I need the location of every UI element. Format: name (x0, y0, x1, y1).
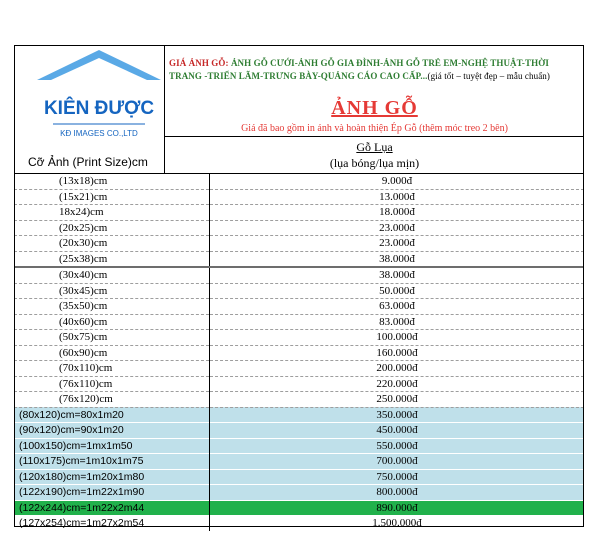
size-cell: (80x120)cm=80x1m20 (14, 407, 210, 423)
price-cell: 700.000đ (210, 454, 585, 470)
size-cell: (127x254)cm=1m27x2m54 (14, 516, 210, 531)
table-row (14, 407, 584, 423)
price-cell: 38.000đ (379, 269, 415, 282)
size-cell: (15x21)cm (14, 189, 210, 205)
size-column-title: Cỡ Ảnh (Print Size)cm (28, 155, 148, 169)
size-cell: (13x18)cm (14, 174, 210, 189)
table-row (14, 500, 584, 516)
price-cell: 1.500.000đ (210, 516, 585, 531)
table-row (14, 330, 584, 346)
table-row (14, 220, 584, 236)
size-cell: (20x30)cm (14, 236, 210, 252)
size-cell: (30x40)cm (14, 267, 210, 283)
size-cell: (70x110)cm (14, 361, 210, 377)
price-cell: 890.000đ (210, 500, 585, 516)
price-cell: 750.000đ (210, 469, 585, 485)
table-row (14, 205, 584, 221)
header-right (165, 45, 584, 173)
price-cell: 23.000đ (379, 221, 415, 234)
price-sheet (14, 45, 584, 531)
size-cell: (76x110)cm (14, 376, 210, 392)
size-cell: (50x75)cm (14, 330, 210, 346)
table-row (14, 236, 584, 252)
size-cell: (30x45)cm (14, 283, 210, 299)
price-cell: 200.000đ (376, 362, 418, 375)
size-cell: (90x120)cm=90x1m20 (14, 423, 210, 439)
svg-text:KIÊN ĐƯỢC: KIÊN ĐƯỢC (43, 98, 155, 119)
table-row (14, 345, 584, 361)
table-row (14, 283, 584, 299)
size-cell: (35x50)cm (14, 299, 210, 315)
size-cell: 18x24)cm (14, 205, 210, 221)
svg-text:KĐ IMAGES CO.,LTD: KĐ IMAGES CO.,LTD (60, 129, 138, 138)
table-row (14, 469, 584, 485)
table-row (14, 251, 584, 267)
table-row (14, 376, 584, 392)
price-cell: 350.000đ (210, 407, 585, 423)
price-cell: 250.000đ (376, 393, 418, 406)
price-cell: 550.000đ (210, 438, 585, 454)
price-cell: 800.000đ (210, 485, 585, 501)
size-cell: (20x25)cm (14, 220, 210, 236)
price-table (14, 174, 584, 531)
price-cell: 23.000đ (379, 237, 415, 250)
table-row (14, 485, 584, 501)
price-cell: 450.000đ (210, 423, 585, 439)
table-row (14, 267, 584, 283)
size-cell: (40x60)cm (14, 314, 210, 330)
header (14, 45, 584, 174)
table-row (14, 392, 584, 408)
intro-body: ẢNH GỖ CƯỚI-ẢNH GỖ GIA ĐÌNH-ẢNH GỖ TRẺ EM-NGHỆ THUẬT-THỜI TRANG -TRIỂN LÃM-TRƯNG BÀY-QUẢNG CÁO CAO CẤP... (169, 58, 549, 81)
divider (165, 136, 584, 137)
size-cell: (25x38)cm (14, 251, 210, 267)
size-cell: (120x180)cm=1m20x1m80 (14, 469, 210, 485)
size-cell: (76x120)cm (14, 392, 210, 408)
page-title: ẢNH GỖ (331, 97, 418, 119)
table-row (14, 516, 584, 531)
price-cell: 50.000đ (379, 284, 415, 297)
table-row (14, 454, 584, 470)
intro-tail: (giá tốt – tuyệt đẹp – mẫu chuẩn) (427, 71, 550, 81)
intro-lead: GIÁ ẢNH GỖ: (169, 58, 229, 68)
price-cell: 220.000đ (376, 377, 418, 390)
table-row (14, 174, 584, 189)
price-cell: 18.000đ (379, 206, 415, 219)
size-cell: (122x190)cm=1m22x1m90 (14, 485, 210, 501)
table-row (14, 314, 584, 330)
price-cell: 160.000đ (376, 346, 418, 359)
size-cell: (110x175)cm=1m10x1m75 (14, 454, 210, 470)
price-note: Giá đã bao gồm in ảnh và hoàn thiện Ép Gỗ (thêm móc treo 2 bên) (241, 123, 508, 134)
price-cell: 83.000đ (379, 315, 415, 328)
company-logo (33, 46, 165, 154)
header-left (14, 45, 165, 173)
price-cell: 13.000đ (379, 190, 415, 203)
intro-text (169, 57, 580, 83)
table-row (14, 189, 584, 205)
price-cell: 38.000đ (379, 252, 415, 265)
price-cell: 63.000đ (379, 300, 415, 313)
table-row (14, 361, 584, 377)
size-cell: (122x244)cm=1m22x2m44 (14, 500, 210, 516)
price-cell: 9.000đ (381, 175, 413, 188)
size-cell: (60x90)cm (14, 345, 210, 361)
material-subtitle: (lụa bóng/lụa mịn) (329, 156, 420, 170)
material-title: Gỗ Lụa (356, 140, 393, 154)
table-row (14, 299, 584, 315)
price-cell: 100.000đ (376, 331, 418, 344)
size-cell: (100x150)cm=1mx1m50 (14, 438, 210, 454)
table-row (14, 423, 584, 439)
table-row (14, 438, 584, 454)
